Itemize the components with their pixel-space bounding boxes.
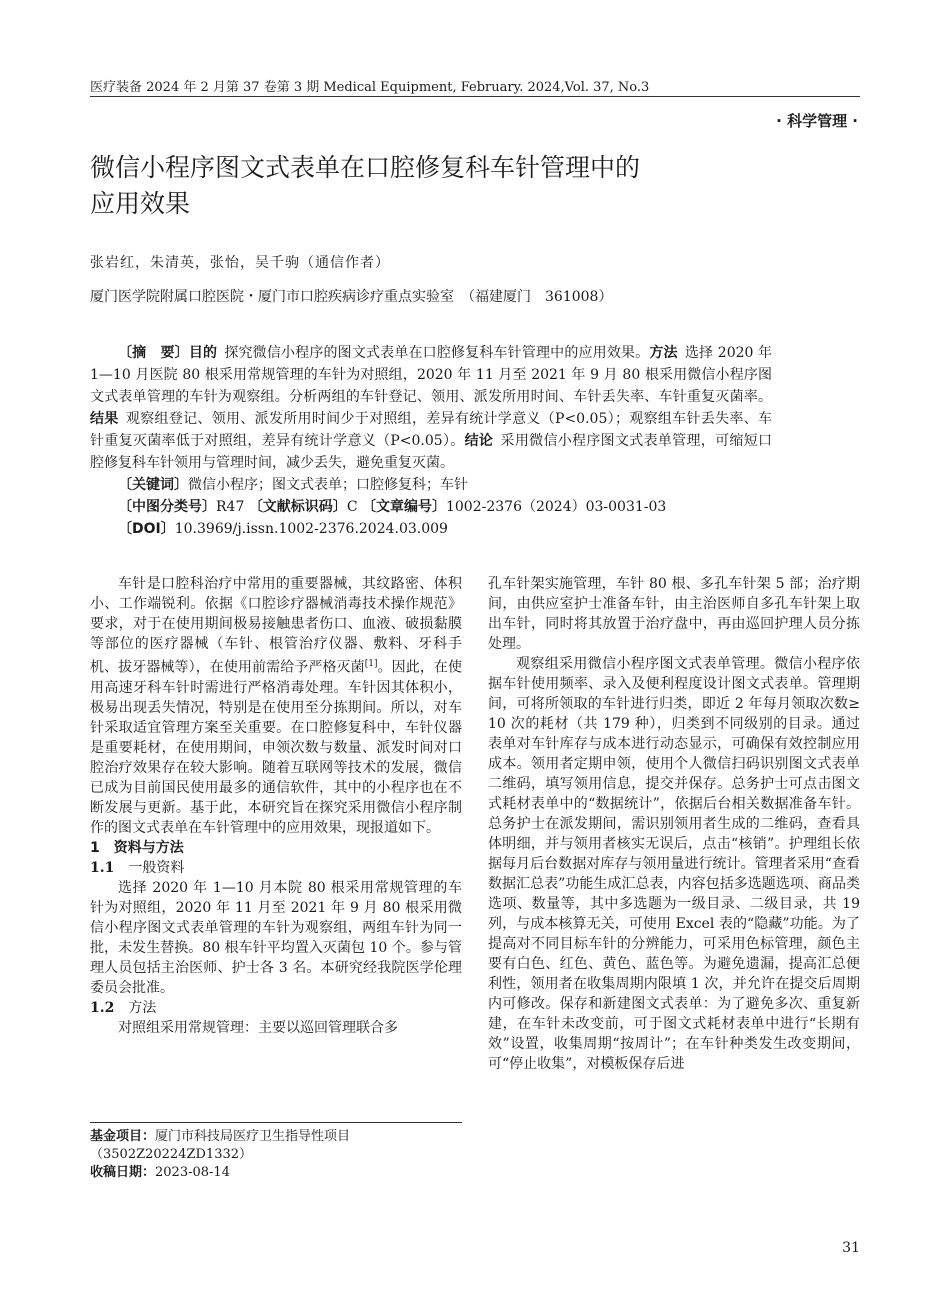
methods-label: 方法 — [649, 345, 678, 361]
abstract-objective: 探究微信小程序的图文式表单在口腔修复科车针管理中的应用效果。 — [224, 345, 650, 361]
author-list: 张岩红，朱清英，张怡，吴千驹（通信作者） — [90, 255, 390, 271]
article-number-value: 1002-2376（2024）03-0031-03 — [445, 499, 667, 515]
keywords-row — [90, 474, 772, 496]
general-info-paragraph: 选择 2020 年 1—10 月本院 80 根采用常规管理的车针为对照组，2020 年 11 月至 2021 年 9 月 80 根采用微信小程序图文式表单管理的车针为观察组，两组车针为同一批，未发生替换。80 根车针平均置入灭菌包 10 个。参与管理人员包括主治医师、护士各 3 名。本研究经我院医学伦理委员会批准。 — [90, 879, 462, 996]
section-heading-1-1: 1.1 一般资料 — [90, 859, 185, 876]
header-divider — [90, 96, 860, 97]
abstract-methods: 选择 2020 年 1—10 月医院 80 根采用常规管理的车针为对照组，2020 年 11 月至 2021 年 9 月 80 根采用微信小程序图文式表单管理的车针为观察组。分析两组的车针登记、领用、派发所用时间、车针丢失率、车针重复灭菌率。 — [90, 345, 773, 405]
section-heading-1-2: 1.2 方法 — [90, 999, 157, 1016]
doc-code-label: 〔文献标识码〕 — [248, 499, 347, 515]
title-line-1: 微信小程序图文式表单在口腔修复科车针管理中的 — [90, 153, 641, 182]
doi-value: 10.3969/j.issn.1002-2376.2024.03.009 — [174, 521, 448, 537]
abstract-paragraph — [90, 342, 772, 474]
intro-paragraph: 车针是口腔科治疗中常用的重要器械，其纹路密、体积小、工作端锐利。依据《口腔诊疗器械消毒技术操作规范》要求，对于在使用期间极易接触患者伤口、血液、破损黏膜等部位的医疗器械（车针、根管治疗仪器、敷料、牙科手机、拔牙器械等），在使用前需给予严格灭菌[1]。因此，在使用高速牙科车针时需进行严格消毒处理。车针因其体积小，极易出现丢失情况，特别是在使用至分拣期间。所以，对车针采取适宜管理方案至关重要。在口腔修复科中，车针仪器是重要耗材，在使用期间，申领次数与数量、派发时间对口腔治疗效果存在较大影响。随着互联网等技术的发展，微信已成为目前国民使用最多的通信软件，其中的小程序也在不断发展与更新。基于此，本研究旨在探究采用微信小程序制作的图文式表单在车针管理中的应用效果，现报道如下。 — [90, 576, 463, 836]
footnote-divider — [90, 1122, 462, 1123]
received-line: 收稿日期：2023-08-14 — [90, 1165, 230, 1180]
footnote — [90, 1128, 462, 1182]
control-group-paragraph: 孔车针架实施管理，车针 80 根、多孔车针架 5 部；治疗期间，由供应室护士准备车针，由主治医师自多孔车针架上取出车针，同时将其放置于治疗盘中，再由巡回护理人员分拣处理。 — [488, 576, 860, 652]
citation-ref[interactable]: [1] — [364, 659, 378, 669]
journal-citation-header: 医疗装备 2024 年 2 月第 37 卷第 3 期 Medical Equipment, February. 2024,Vol. 37, No.3 — [90, 80, 650, 95]
fund-line: 基金项目：厦门市科技局医疗卫生指导性项目（3502Z20224ZD1332） — [90, 1129, 351, 1162]
column-tag: · 科学管理 · — [776, 112, 858, 130]
observation-group-paragraph: 观察组采用微信小程序图文式表单管理。微信小程序依据车针使用频率、录入及便利程度设计图文式表单。管理期间，可将所领取的车针进行归类，即近 2 年每月领取次数≥ 10 次的耗材（共 179 种），归类到不同级别的目录。通过表单对车针库存与成本进行动态显示，可确保有效控制应用成本。领用者定期申领，使用个人微信扫码识别图文式表单二维码，填写领用信息，提交并保存。总务护士可点击图文式耗材表单中的“数据统计”，依据后台相关数据准备车针。总务护士在派发期间，需识别领用者生成的二维码，查看具体明细，并与领用者核实无误后，点击“核销”。护理组长依据每月后台数据对库存与领用量进行统计。管理者采用“查看数据汇总表”功能生成汇总表，内容包括多选题选项、商品类选项、数量等，其中多选题为一级目录、二级目录，共 19 列，与成本核算无关，可使用 Excel 表的“隐藏”功能。为了提高对不同目标车针的分辨能力，可采用色标管理，颜色主要有白色、红色、黄色、蓝色等。为避免遗漏，提高汇总便利性，领用者在收集周期内限填 1 次，并允许在提交后周期内可修改。保存和新建图文式表单：为了避免多次、重复新建，在车针未改变前，可于图文式耗材表单中进行“长期有效”设置，收集周期“按周计”；在车针种类发生改变期间，可“停止收集”，对模板保存后进 — [488, 656, 860, 1072]
classification-row — [90, 496, 772, 518]
abstract-label: 〔摘 要〕目的 — [118, 345, 218, 361]
method-paragraph: 对照组采用常规管理：主要以巡回管理联合多 — [118, 1019, 398, 1036]
section-heading-1: 1 资料与方法 — [90, 839, 184, 856]
title-line-2: 应用效果 — [90, 189, 191, 218]
affiliation: 厦门医学院附属口腔医院・厦门市口腔疾病诊疗重点实验室 （福建厦门 361008） — [90, 289, 613, 305]
conclusion-label: 结论 — [464, 433, 494, 449]
doc-code-value: C — [346, 499, 358, 515]
article-title — [90, 150, 640, 222]
keywords-value: 微信小程序；图文式表单；口腔修复科；车针 — [188, 477, 468, 493]
article-number-label: 〔文章编号〕 — [361, 499, 446, 515]
keywords-label: 〔关键词〕 — [118, 477, 188, 493]
left-column — [90, 574, 462, 1038]
clc-label: 〔中图分类号〕 — [118, 499, 216, 515]
doi-label: 〔DOI〕 — [118, 521, 175, 537]
abstract-results: 观察组登记、领用、派发所用时间少于对照组，差异有统计学意义（P<0.05）；观察组车针丢失率、车针重复灭菌率低于对照组，差异有统计学意义（P<0.05）。 — [90, 411, 772, 449]
abstract-block — [90, 342, 772, 540]
right-column — [488, 574, 860, 1074]
results-label: 结果 — [90, 411, 119, 427]
doi-row — [90, 518, 772, 540]
page-number: 31 — [842, 1240, 860, 1256]
abstract-conclusion: 采用微信小程序图文式表单管理，可缩短口腔修复科车针领用与管理时间，减少丢失，避免重复灭菌。 — [90, 433, 773, 471]
clc-value: R47 — [216, 499, 245, 515]
